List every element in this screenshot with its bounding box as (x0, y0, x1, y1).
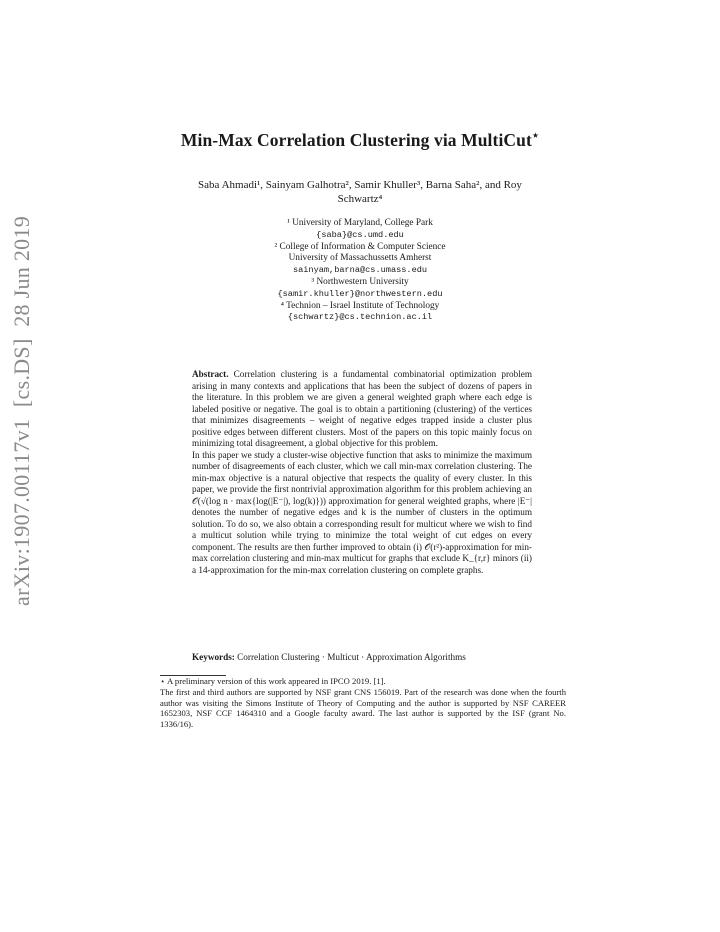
title-footnote-mark: ⋆ (531, 130, 540, 143)
footnote-2: The first and third authors are supported by NSF grant CNS 156019. Part of the research was done when the fourth author was visiting the Simons Institute of Theory of Computing and the author is supported by NSF CAREER 1652303, NSF CCF 1464310 and a Google faculty award. The last author is supported by the ISF (grant No. 1336/16). (160, 686, 566, 730)
paper-title-text: Min-Max Correlation Clustering via MultiCut (180, 130, 532, 150)
keywords-text: Correlation Clustering · Multicut · Approximation Algorithms (237, 652, 466, 662)
affiliations (0, 218, 720, 324)
footnotes (160, 676, 566, 730)
affiliation-line: ¹ University of Maryland, College Park (287, 218, 433, 228)
abstract (192, 369, 532, 576)
keywords (192, 652, 532, 664)
arxiv-identifier: arXiv:1907.00117v1 [cs.DS] 28 Jun 2019 (9, 215, 34, 606)
affiliation-email: {schwartz}@cs.technion.ac.il (287, 312, 433, 323)
authors-line-2: Schwartz⁴ (337, 193, 383, 205)
affiliation-email: {saba}@cs.umd.edu (316, 229, 404, 240)
affiliation-line: University of Massachussetts Amherst (288, 253, 432, 264)
paper-title (0, 130, 720, 151)
abstract-label: Abstract. (192, 369, 229, 379)
footnote-1: ⋆ A preliminary version of this work appeared in IPCO 2019. [1]. (160, 676, 386, 686)
author-list (170, 178, 550, 206)
abstract-paragraph-1 (192, 369, 532, 450)
keywords-label: Keywords: (192, 652, 235, 662)
authors-line-1: Saba Ahmadi¹, Sainyam Galhotra², Samir Khuller³, Barna Saha², and Roy (198, 179, 522, 191)
affiliation-line: ² College of Information & Computer Science (274, 241, 446, 252)
affiliation-line: ³ Northwestern University (311, 276, 409, 287)
affiliation-email: {samir.khuller}@northwestern.edu (277, 288, 443, 299)
affiliation-line: ⁴ Technion – Israel Institute of Technology (280, 300, 440, 311)
affiliation-email: sainyam,barna@cs.umass.edu (292, 265, 428, 276)
abstract-paragraph-2: In this paper we study a cluster-wise objective function that asks to minimize the maximum number of disagreements of each cluster, which we call min-max correlation clustering. The min-max objective is a natural objective that respects the quality of every cluster. In this paper, we provide the first nontrivial approximation algorithm for this problem achieving an 𝒪(√(log n · max{log(|E⁻|), log(k)})) approximation for general weighted graphs, where |E⁻| denotes the number of negative edges and k is the number of clusters in the optimum solution. To do so, we also obtain a corresponding result for multicut where we wish to find a multicut solution while trying to minimize the total weight of cut edges on every component. The results are then further improved to obtain (i) 𝒪(r²)-approximation for min-max correlation clustering and min-max multicut for graphs that exclude K_{r,r} minors (ii) a 14-approximation for the min-max correlation clustering on complete graphs. (192, 449, 532, 575)
abstract-text-1: Correlation clustering is a fundamental combinatorial optimization problem arising in many contexts and applications that has been the subject of dozens of papers in the literature. In this problem we are given a general weighted graph where each edge is labeled positive or negative. The goal is to obtain a partitioning (clustering) of the vertices that minimizes disagreements – weight of negative edges trapped inside a cluster plus positive edges between different clusters. Most of the papers on this topic mainly focus on minimizing total disagreement, a global objective for this problem. (192, 369, 533, 448)
